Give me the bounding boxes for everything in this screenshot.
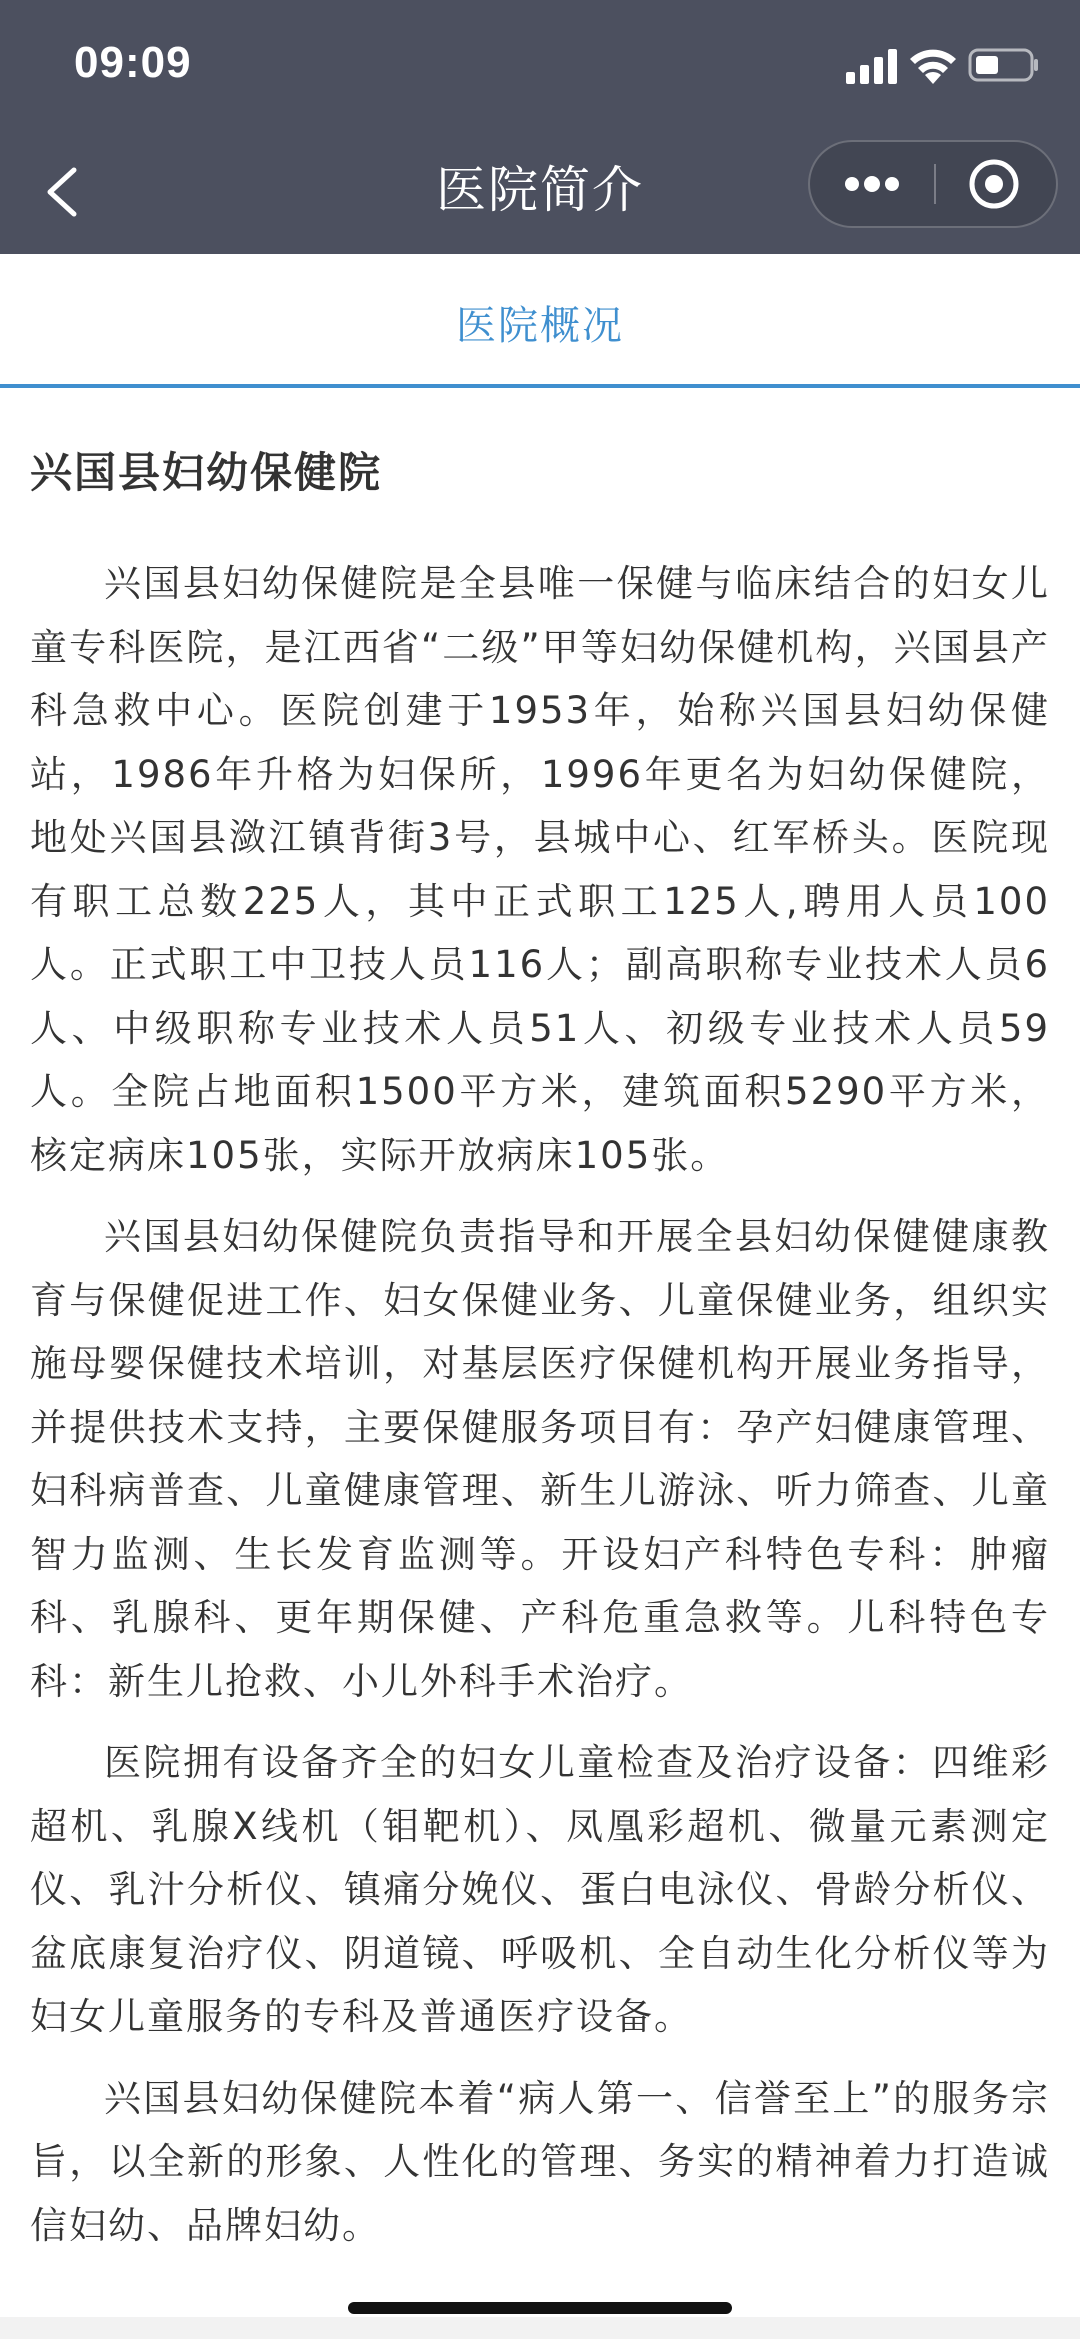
battery-icon (968, 48, 1040, 82)
target-close-icon (936, 142, 1056, 226)
capsule-menu (808, 140, 1058, 228)
article-paragraph: 兴国县妇幼保健院是全县唯一保健与临床结合的妇女儿童专科医院，是江西省“二级”甲等妇幼保健机构，兴国县产科急救中心。医院创建于1953年，始称兴国县妇幼保健站，1986年升格为妇保所，1996年更名为妇幼保健院，地处兴国县潋江镇背街3号，县城中心、红军桥头。医院现有职工总数225人，其中正式职工125人,聘用人员100人。正式职工中卫技人员116人；副高职称专业技术人员6人、中级职称专业技术人员51人、初级专业技术人员59人。全院占地面积1500平方米，建筑面积5290平方米，核定病床105张，实际开放病床105张。 (30, 562, 1050, 1177)
article-paragraph: 兴国县妇幼保健院负责指导和开展全县妇幼保健健康教育与保健促进工作、妇女保健业务、儿童保健业务，组织实施母婴保健技术培训，对基层医疗保健机构开展业务指导，并提供技术支持，主要保健服务项目有：孕产妇健康管理、妇科病普查、儿童健康管理、新生儿游泳、听力筛查、儿童智力监测、生长发育监测等。开设妇产科特色专科：肿瘤科、乳腺科、更年期保健、产科危重急救等。儿科特色专科：新生儿抢救、小儿外科手术治疗。 (30, 1215, 1050, 1703)
top-bar (0, 0, 1080, 254)
article-paragraph: 医院拥有设备齐全的妇女儿童检查及治疗设备：四维彩超机、乳腺X线机（钼靶机）、凤凰彩超机、微量元素测定仪、乳汁分析仪、镇痛分娩仪、蛋白电泳仪、骨龄分析仪、盆底康复治疗仪、阴道镜、呼吸机、全自动生化分析仪等为妇女儿童服务的专科及普通医疗设备。 (30, 1741, 1050, 2038)
tab-hospital-overview[interactable]: 医院概况 (456, 303, 624, 349)
tab-bar (0, 254, 1080, 386)
article-paragraph: 兴国县妇幼保健院本着“病人第一、信誉至上”的服务宗旨，以全新的形象、人性化的管理、务实的精神着力打造诚信妇幼、品牌妇幼。 (30, 2076, 1050, 2247)
more-dots-icon (810, 142, 934, 226)
article-title: 兴国县妇幼保健院 (30, 448, 383, 497)
tab-underline (0, 384, 1080, 388)
wifi-icon (906, 44, 960, 84)
status-time: 09:09 (74, 38, 192, 87)
bottom-strip (0, 2317, 1080, 2339)
close-miniprogram-button[interactable] (936, 142, 1056, 226)
more-button[interactable] (810, 142, 934, 226)
article (30, 440, 1050, 2275)
signal-icon (844, 48, 900, 84)
home-indicator[interactable] (348, 2302, 732, 2314)
page-title: 医院简介 (436, 161, 644, 219)
